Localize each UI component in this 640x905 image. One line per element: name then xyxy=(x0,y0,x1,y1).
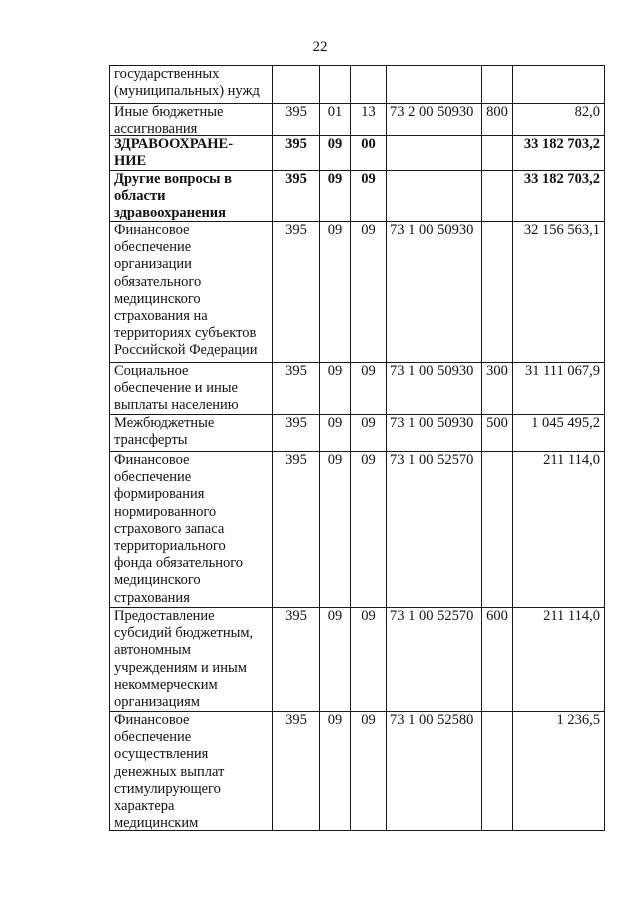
item-name-line: организации xyxy=(114,256,192,273)
item-name xyxy=(114,452,269,607)
cell-amount: 82,0 xyxy=(513,104,605,136)
item-name-line: страхования на xyxy=(114,308,208,325)
cell-amount: 1 236,5 xyxy=(513,712,605,831)
cell-section xyxy=(320,66,351,104)
item-name-line: Российской Федерации xyxy=(114,342,258,359)
item-name xyxy=(114,712,269,830)
cell-expense-type xyxy=(482,136,513,171)
item-name-line: Финансовое xyxy=(114,222,190,238)
item-name-line: Другие вопросы в xyxy=(114,171,232,187)
item-name-line: учреждениям и иным xyxy=(114,659,247,676)
table-row xyxy=(110,104,605,136)
item-name-line: ЗДРАВООХРАНЕ- xyxy=(114,136,234,152)
cell-section: 09 xyxy=(320,171,351,222)
cell-item-name xyxy=(110,712,273,831)
cell-ministry-code: 395 xyxy=(273,104,320,136)
item-name xyxy=(114,171,269,221)
cell-subsection: 13 xyxy=(351,104,387,136)
item-name-line: территориях субъектов xyxy=(114,325,257,342)
item-name-line: Иные бюджетные xyxy=(114,104,224,120)
cell-expense-type: 500 xyxy=(482,415,513,452)
item-name-line: медицинским xyxy=(114,815,199,830)
cell-ministry-code: 395 xyxy=(273,136,320,171)
item-name-line: Финансовое xyxy=(114,712,190,728)
cell-target-article xyxy=(387,171,482,222)
item-name-line: Социальное xyxy=(114,363,189,379)
item-name-line: Финансовое xyxy=(114,452,190,468)
cell-target-article: 73 1 00 52570 xyxy=(387,608,482,712)
cell-item-name xyxy=(110,222,273,363)
item-name xyxy=(114,608,269,711)
cell-subsection: 00 xyxy=(351,136,387,171)
cell-target-article: 73 1 00 50930 xyxy=(387,415,482,452)
cell-target-article: 73 1 00 50930 xyxy=(387,222,482,363)
item-name-line: стимулирующего xyxy=(114,780,221,797)
cell-amount: 1 045 495,2 xyxy=(513,415,605,452)
cell-expense-type xyxy=(482,712,513,831)
cell-ministry-code: 395 xyxy=(273,171,320,222)
item-name-line: (муниципальных) нужд xyxy=(114,83,260,100)
cell-target-article xyxy=(387,66,482,104)
cell-target-article: 73 1 00 52580 xyxy=(387,712,482,831)
cell-expense-type xyxy=(482,171,513,222)
table-row xyxy=(110,222,605,363)
table-row xyxy=(110,452,605,608)
item-name xyxy=(114,363,269,414)
item-name xyxy=(114,222,269,362)
item-name-line: области xyxy=(114,188,166,205)
item-name-line: страхового запаса xyxy=(114,520,225,537)
cell-subsection: 09 xyxy=(351,452,387,608)
cell-target-article xyxy=(387,136,482,171)
cell-section: 09 xyxy=(320,608,351,712)
item-name-line: обеспечение xyxy=(114,239,192,256)
cell-item-name xyxy=(110,363,273,415)
table-row xyxy=(110,136,605,171)
item-name-line: медицинского xyxy=(114,572,201,589)
cell-amount: 211 114,0 xyxy=(513,608,605,712)
cell-ministry-code: 395 xyxy=(273,452,320,608)
cell-section: 09 xyxy=(320,363,351,415)
cell-subsection: 09 xyxy=(351,222,387,363)
cell-subsection xyxy=(351,66,387,104)
cell-amount: 33 182 703,2 xyxy=(513,136,605,171)
cell-section: 01 xyxy=(320,104,351,136)
table-row xyxy=(110,415,605,452)
cell-item-name xyxy=(110,452,273,608)
table-row xyxy=(110,171,605,222)
cell-section: 09 xyxy=(320,452,351,608)
item-name-line: Предоставление xyxy=(114,608,215,624)
cell-item-name xyxy=(110,415,273,452)
cell-amount: 33 182 703,2 xyxy=(513,171,605,222)
item-name-line: обеспечение и иные xyxy=(114,380,238,397)
table-row xyxy=(110,363,605,415)
item-name-line: некоммерческим xyxy=(114,676,218,693)
table-row xyxy=(110,608,605,712)
cell-amount: 211 114,0 xyxy=(513,452,605,608)
item-name-line: обеспечение xyxy=(114,469,192,486)
cell-ministry-code: 395 xyxy=(273,712,320,831)
cell-section: 09 xyxy=(320,415,351,452)
cell-ministry-code: 395 xyxy=(273,415,320,452)
cell-expense-type: 800 xyxy=(482,104,513,136)
cell-subsection: 09 xyxy=(351,608,387,712)
cell-subsection: 09 xyxy=(351,415,387,452)
item-name-line: организациям xyxy=(114,694,200,711)
cell-item-name xyxy=(110,608,273,712)
cell-section: 09 xyxy=(320,712,351,831)
item-name-line: субсидий бюджетным, xyxy=(114,625,254,642)
cell-target-article: 73 2 00 50930 xyxy=(387,104,482,136)
cell-section: 09 xyxy=(320,136,351,171)
cell-expense-type: 300 xyxy=(482,363,513,415)
page-number: 22 xyxy=(312,39,328,55)
item-name-line: обеспечение xyxy=(114,729,192,746)
item-name xyxy=(114,415,269,451)
cell-expense-type xyxy=(482,66,513,104)
item-name-line: трансферты xyxy=(114,432,188,449)
item-name xyxy=(114,136,269,170)
item-name-line: здравоохранения xyxy=(114,205,226,221)
item-name-line: обязательного xyxy=(114,273,202,290)
cell-item-name xyxy=(110,66,273,104)
item-name-line: автономным xyxy=(114,642,191,659)
cell-ministry-code xyxy=(273,66,320,104)
item-name-line: формирования xyxy=(114,486,205,503)
budget-table xyxy=(109,65,605,831)
table-row xyxy=(110,712,605,831)
item-name-line: характера xyxy=(114,798,175,815)
cell-expense-type: 600 xyxy=(482,608,513,712)
cell-expense-type xyxy=(482,452,513,608)
item-name-line: Межбюджетные xyxy=(114,415,215,431)
cell-item-name xyxy=(110,136,273,171)
item-name-line: государственных xyxy=(114,66,220,82)
cell-subsection: 09 xyxy=(351,171,387,222)
item-name-line: денежных выплат xyxy=(114,763,225,780)
cell-ministry-code: 395 xyxy=(273,363,320,415)
item-name xyxy=(114,104,269,135)
item-name xyxy=(114,66,269,103)
item-name-line: ассигнования xyxy=(114,121,198,135)
table-row xyxy=(110,66,605,104)
cell-subsection: 09 xyxy=(351,712,387,831)
cell-section: 09 xyxy=(320,222,351,363)
cell-item-name xyxy=(110,104,273,136)
cell-ministry-code: 395 xyxy=(273,608,320,712)
cell-amount: 32 156 563,1 xyxy=(513,222,605,363)
cell-target-article: 73 1 00 52570 xyxy=(387,452,482,608)
item-name-line: нормированного xyxy=(114,503,217,520)
cell-expense-type xyxy=(482,222,513,363)
item-name-line: страхования xyxy=(114,589,190,606)
item-name-line: осуществления xyxy=(114,746,209,763)
cell-amount: 31 111 067,9 xyxy=(513,363,605,415)
item-name-line: выплаты населению xyxy=(114,397,239,414)
cell-amount xyxy=(513,66,605,104)
cell-target-article: 73 1 00 50930 xyxy=(387,363,482,415)
table-body xyxy=(110,66,605,831)
item-name-line: НИЕ xyxy=(114,153,147,170)
item-name-line: медицинского xyxy=(114,290,201,307)
item-name-line: фонда обязательного xyxy=(114,555,244,572)
cell-ministry-code: 395 xyxy=(273,222,320,363)
cell-subsection: 09 xyxy=(351,363,387,415)
cell-item-name xyxy=(110,171,273,222)
item-name-line: территориального xyxy=(114,538,226,555)
